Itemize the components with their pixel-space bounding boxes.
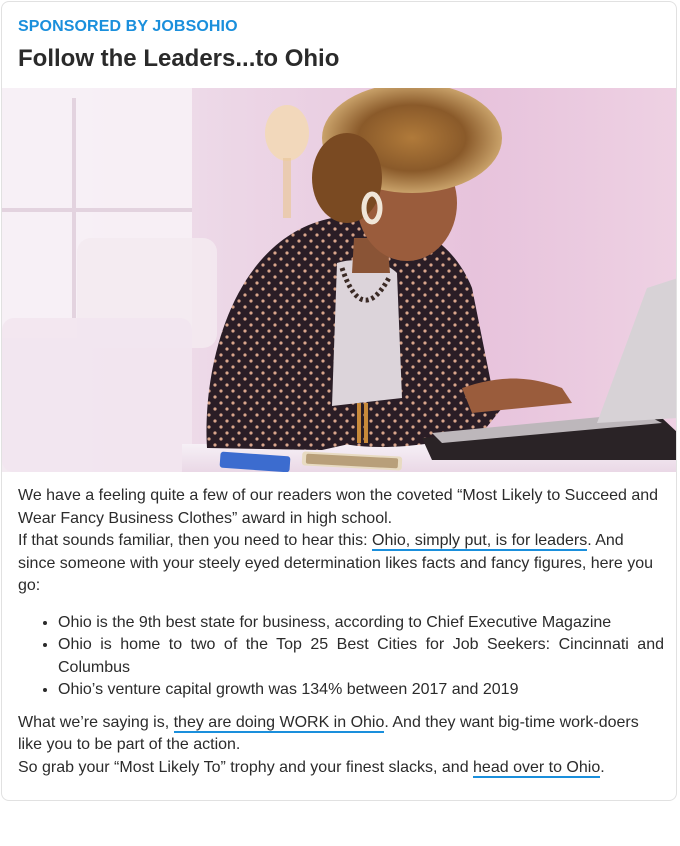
ohio-leaders-link[interactable]: Ohio, simply put, is for leaders [372,532,588,549]
paragraph-text: If that sounds familiar, then you need to hear this: [18,532,372,549]
leaders-paragraph [18,530,664,598]
paragraph-text: What we’re saying is, [18,713,174,731]
work-paragraph [18,712,664,757]
doing-work-link[interactable]: they are doing WORK in Ohio [173,713,385,731]
paragraph-text: . [600,758,605,776]
sponsored-article-card [1,1,677,801]
list-item: • Ohio is home to two of the Top 25 Best Cities for Job Seekers: Cincinnati and Columbus [58,634,664,679]
hero-image[interactable] [2,88,677,472]
intro-paragraph: We have a feeling quite a few of our readers won the coveted “Most Likely to Succeed and Wear Fancy Business Clothes” award in high school. [18,487,659,527]
paragraph-text: . And since someone with your steely eyed determination likes facts and fancy figures, here you go: [18,532,653,594]
paragraph-text: . And they want big-time work-doers like you to be part of the action. [18,713,639,753]
list-item: • Ohio’s venture capital growth was 134% between 2017 and 2019 [58,679,664,702]
facts-list [18,612,664,702]
article-body [18,485,664,779]
closing-paragraph [18,757,664,780]
photo-woman-laptop-icon [2,88,677,472]
article-title[interactable]: Follow the Leaders...to Ohio [18,45,340,72]
list-item: • Ohio is the 9th best state for business, according to Chief Executive Magazine [58,612,664,635]
sponsor-label[interactable]: SPONSORED BY JOBSOHIO [18,18,238,35]
paragraph-text: So grab your “Most Likely To” trophy and your finest slacks, and [18,758,474,776]
head-over-link[interactable]: head over to Ohio [473,758,601,776]
